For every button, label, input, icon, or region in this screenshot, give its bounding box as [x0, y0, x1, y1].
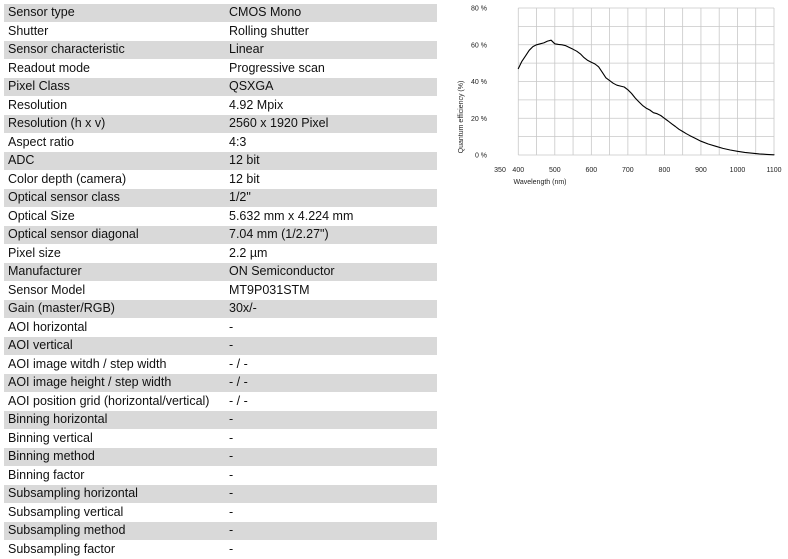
- spec-label: Sensor type: [4, 4, 225, 22]
- spec-label: Aspect ratio: [4, 133, 225, 152]
- spec-label: Pixel Class: [4, 78, 225, 97]
- x-tick-label: 600: [585, 167, 598, 174]
- x-tick-label: 900: [695, 167, 707, 174]
- spec-label: Binning horizontal: [4, 411, 225, 430]
- spec-value: -: [225, 485, 437, 504]
- spec-value: 5.632 mm x 4.224 mm: [225, 207, 437, 226]
- spec-label: Resolution (h x v): [4, 115, 225, 134]
- x-tick-label: 800: [658, 167, 671, 174]
- spec-label: AOI image witdh / step width: [4, 355, 225, 374]
- spec-value: 7.04 mm (1/2.27"): [225, 226, 437, 245]
- spec-label: Binning vertical: [4, 429, 225, 448]
- spec-value: 2560 x 1920 Pixel: [225, 115, 437, 134]
- spec-label: Manufacturer: [4, 263, 225, 282]
- spec-label: Subsampling method: [4, 522, 225, 541]
- spec-row: [4, 41, 437, 60]
- spec-row: [4, 226, 437, 245]
- spec-row: [4, 522, 437, 541]
- spec-value: 4.92 Mpix: [225, 96, 437, 115]
- spec-value: - / -: [225, 392, 437, 411]
- spec-label: Readout mode: [4, 59, 225, 78]
- spec-value: -: [225, 429, 437, 448]
- spec-value: ON Semiconductor: [225, 263, 437, 282]
- quantum-efficiency-chart: [456, 0, 788, 192]
- spec-value: -: [225, 522, 437, 541]
- spec-row: [4, 374, 437, 393]
- x-tick-label: 700: [622, 167, 634, 174]
- spec-row: [4, 207, 437, 226]
- spec-value: -: [225, 503, 437, 522]
- spec-row: [4, 429, 437, 448]
- y-tick-label: 80 %: [471, 5, 487, 13]
- spec-value: 30x/-: [225, 300, 437, 319]
- spec-table-body: [4, 4, 437, 559]
- spec-row: [4, 170, 437, 189]
- spec-row: [4, 263, 437, 282]
- spec-label: Optical Size: [4, 207, 225, 226]
- spec-value: -: [225, 540, 437, 559]
- spec-row: [4, 78, 437, 97]
- spec-label: Binning factor: [4, 466, 225, 485]
- y-tick-label: 60 %: [471, 42, 487, 50]
- spec-row: [4, 59, 437, 78]
- spec-value: - / -: [225, 355, 437, 374]
- x-tick-label: 1000: [729, 167, 746, 174]
- spec-label: Subsampling horizontal: [4, 485, 225, 504]
- spec-row: [4, 152, 437, 171]
- spec-row: [4, 337, 437, 356]
- spec-value: -: [225, 318, 437, 337]
- spec-label: AOI vertical: [4, 337, 225, 356]
- spec-label: Optical sensor class: [4, 189, 225, 208]
- spec-row: [4, 22, 437, 41]
- spec-row: [4, 411, 437, 430]
- y-tick-label: 0 %: [474, 152, 487, 160]
- spec-row: [4, 485, 437, 504]
- spec-value: 2.2 µm: [225, 244, 437, 263]
- spec-label: Shutter: [4, 22, 225, 41]
- spec-label: Gain (master/RGB): [4, 300, 225, 319]
- spec-label: AOI position grid (horizontal/vertical): [4, 392, 225, 411]
- spec-row: [4, 318, 437, 337]
- spec-row: [4, 392, 437, 411]
- y-tick-label: 40 %: [471, 79, 487, 86]
- spec-value: -: [225, 411, 437, 430]
- x-tick-label: 500: [548, 167, 561, 174]
- spec-row: [4, 4, 437, 22]
- spec-row: [4, 244, 437, 263]
- spec-row: [4, 96, 437, 115]
- spec-value: 1/2": [225, 189, 437, 208]
- y-axis-label: Quantum efficiency (%): [458, 80, 465, 154]
- spec-table: [4, 4, 437, 559]
- chart-tick-labels: [471, 6, 782, 175]
- spec-row: [4, 133, 437, 152]
- spec-label: Color depth (camera): [4, 170, 225, 189]
- spec-label: Optical sensor diagonal: [4, 226, 225, 245]
- spec-label: Sensor characteristic: [4, 41, 225, 60]
- spec-value: QSXGA: [225, 78, 437, 97]
- x-tick-label: 1100: [766, 167, 782, 174]
- spec-value: -: [225, 337, 437, 356]
- spec-label: Resolution: [4, 96, 225, 115]
- spec-value: Progressive scan: [225, 59, 437, 78]
- spec-label: Subsampling factor: [4, 540, 225, 559]
- spec-row: [4, 300, 437, 319]
- spec-row: [4, 189, 437, 208]
- x-axis-label: Wavelength (nm): [513, 179, 567, 186]
- spec-label: Sensor Model: [4, 281, 225, 300]
- spec-label: ADC: [4, 152, 225, 171]
- spec-value: -: [225, 448, 437, 467]
- x-tick-label: 400: [512, 167, 525, 174]
- spec-row: [4, 355, 437, 374]
- spec-label: Pixel size: [4, 244, 225, 263]
- spec-row: [4, 448, 437, 467]
- spec-label: AOI image height / step width: [4, 374, 225, 393]
- spec-value: -: [225, 466, 437, 485]
- chart-grid: [518, 8, 774, 155]
- x-tick-label: 350: [494, 167, 506, 174]
- y-tick-label: 20 %: [471, 115, 487, 123]
- spec-row: [4, 540, 437, 559]
- spec-value: CMOS Mono: [225, 4, 437, 22]
- spec-row: [4, 115, 437, 134]
- spec-value: MT9P031STM: [225, 281, 437, 300]
- spec-row: [4, 503, 437, 522]
- spec-value: - / -: [225, 374, 437, 393]
- spec-row: [4, 466, 437, 485]
- spec-value: 4:3: [225, 133, 437, 152]
- spec-label: Binning method: [4, 448, 225, 467]
- spec-label: AOI horizontal: [4, 318, 225, 337]
- spec-label: Subsampling vertical: [4, 503, 225, 522]
- spec-value: Linear: [225, 41, 437, 60]
- spec-value: 12 bit: [225, 152, 437, 171]
- spec-row: [4, 281, 437, 300]
- spec-value: 12 bit: [225, 170, 437, 189]
- spec-value: Rolling shutter: [225, 22, 437, 41]
- quantum-efficiency-svg: [456, 0, 788, 192]
